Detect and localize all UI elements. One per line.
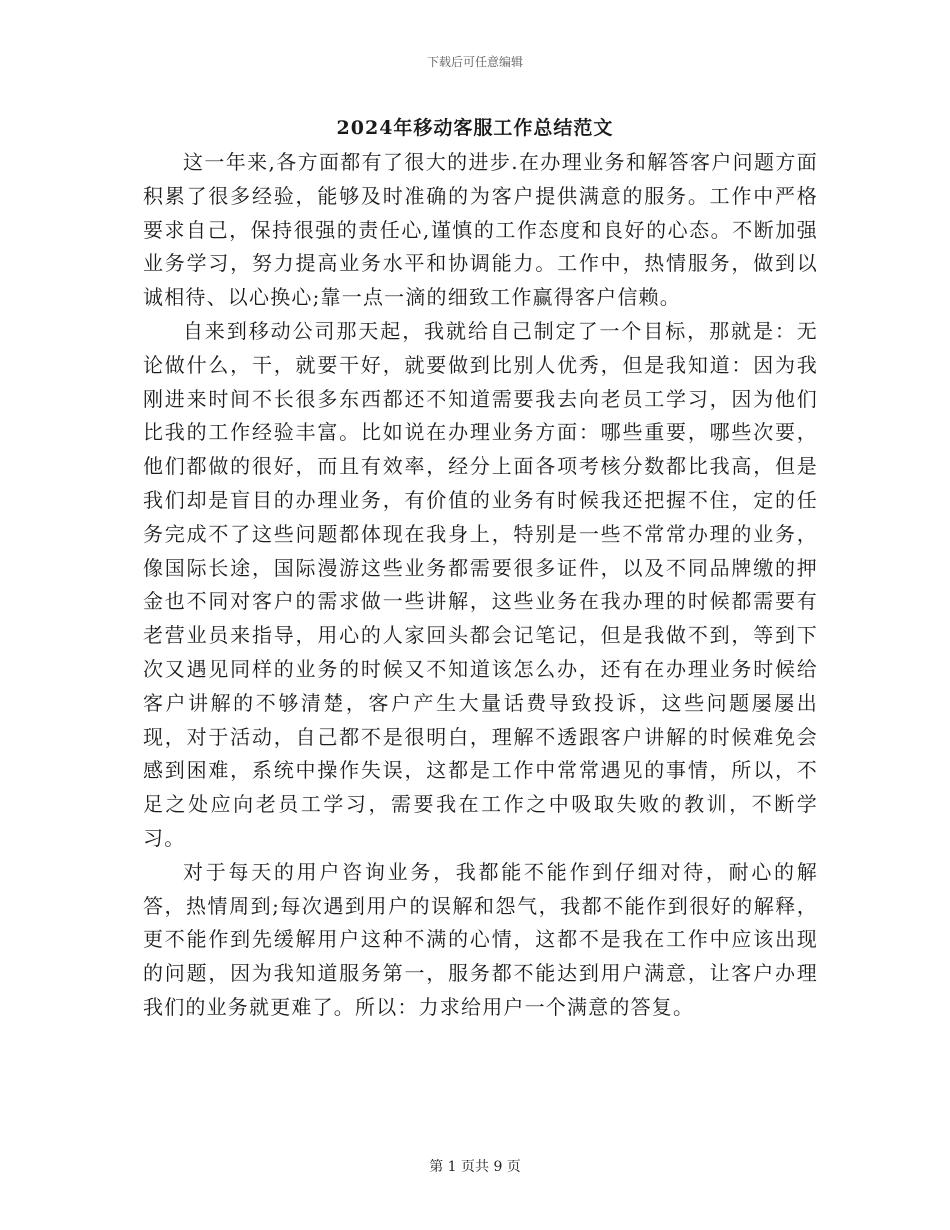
page-number: 第 1 页共 9 页 xyxy=(429,1159,521,1175)
paragraph: 这一年来,各方面都有了很大的进步.在办理业务和解答客户问题方面积累了很多经验，能够及时准确的为客户提供满意的服务。工作中严格要求自己，保持很强的责任心,谨慎的工作态度和良好的心态。不断加强业务学习，努力提高业务水平和协调能力。工作中，热情服务，做到以诚相待、以心换心;靠一点一滴的细致工作赢得客户信赖。 xyxy=(143,150,818,310)
document-title: 2024年移动客服工作总结范文 xyxy=(336,117,614,139)
paragraph: 自来到移动公司那天起，我就给自己制定了一个目标，那就是：无论做什么，干，就要干好，就要做到比别人优秀，但是我知道：因为我刚进来时间不长很多东西都还不知道需要我去向老员工学习，因为他们比我的工作经验丰富。比如说在办理业务方面：哪些重要，哪些次要，他们都做的很好，而且有效率，经分上面各项考核分数都比我高，但是我们却是盲目的办理业务，有价值的业务有时候我还把握不住，定的任务完成不了这些问题都体现在我身上，特别是一些不常常办理的业务，像国际长途，国际漫游这些业务都需要很多证件，以及不同品牌缴的押金也不同对客户的需求做一些讲解，这些业务在我办理的时候都需要有老营业员来指导，用心的人家回头都会记笔记，但是我做不到，等到下次又遇见同样的业务的时候又不知道该怎么办，还有在办理业务时候给客户讲解的不够清楚，客户产生大量话费导致投诉，这些问题屡屡出现，对于活动，自己都不是很明白，理解不透跟客户讲解的时候难免会感到困难，系统中操作失误，这都是工作中常常遇见的事情，所以，不足之处应向老员工学习，需要我在工作之中吸取失败的教训，不断学习。 xyxy=(143,318,818,850)
header-note: 下载后可任意编辑 xyxy=(426,55,523,69)
paragraph: 对于每天的用户咨询业务，我都能不能作到仔细对待，耐心的解答，热情周到;每次遇到用户的误解和怨气，我都不能作到很好的解释，更不能作到先缓解用户这种不满的心情，这都不是我在工作中应该出现的问题，因为我知道服务第一，服务都不能达到用户满意，让客户办理我们的业务就更难了。所以：力求给用户一个满意的答复。 xyxy=(143,859,818,1019)
document-body xyxy=(143,146,818,1025)
